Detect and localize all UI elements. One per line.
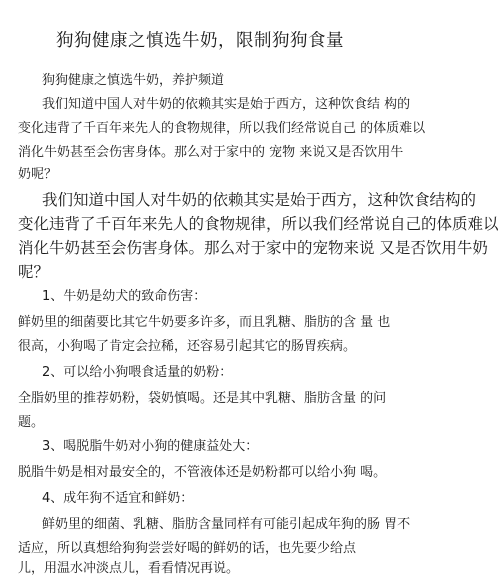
section-4-line-1: 鲜奶里的细菌、乳糖、脂肪含量同样有可能引起成年狗的肠 胃不	[42, 517, 411, 532]
article-subtitle: 狗狗健康之慎选牛奶，养护频道	[42, 73, 225, 88]
section-3-heading: 3、喝脱脂牛奶对小狗的健康益处大：	[42, 439, 259, 454]
section-4-line-2: 适应，所以真想给狗狗尝尝好喝的鲜奶的话，也先要少给点	[18, 541, 357, 556]
article-title: 狗狗健康之慎选牛奶，限制狗狗食量	[56, 31, 344, 51]
paragraph-2-line-3: 消化牛奶甚至会伤害身体。那么对于家中的宠物来说 又是否饮用牛奶	[18, 239, 488, 257]
paragraph-1-line-4: 奶呢？	[18, 167, 58, 182]
paragraph-1-line-2: 变化违背了千百年来先人的食物规律，所以我们经常说自己 的体质难以	[18, 121, 426, 136]
section-2-line-1: 全脂奶里的推荐奶粉，袋奶慎喝。还是其中乳糖、脂肪含量 的问	[18, 391, 387, 406]
section-2-heading: 2、可以给小狗喂食适量的奶粉：	[42, 365, 233, 380]
paragraph-2-line-1: 我们知道中国人对牛奶的依赖其实是始于西方，这种饮食结构的	[42, 191, 477, 209]
section-1-line-2: 很高，小狗喝了肯定会拉稀，还容易引起其它的肠胃疾病。	[18, 339, 357, 354]
paragraph-1-line-3: 消化牛奶甚至会伤害身体。那么对于家中的 宠物 来说又是否饮用牛	[18, 145, 404, 160]
section-2-line-2: 题。	[18, 415, 45, 430]
section-3-line-1: 脱脂牛奶是相对最安全的，不管液体还是奶粉都可以给小狗 喝。	[18, 465, 387, 480]
section-1-line-1: 鲜奶里的细菌要比其它牛奶要多许多，而且乳糖、脂肪的含 量 也	[18, 315, 391, 330]
section-1-heading: 1、牛奶是幼犬的致命伤害：	[42, 289, 207, 304]
section-4-heading: 4、成年狗不适宜和鲜奶：	[42, 491, 194, 506]
paragraph-2-line-4: 呢？	[18, 263, 50, 281]
section-4-line-3: 儿，用温水冲淡点儿，看看情况再说。	[18, 561, 240, 576]
paragraph-2-line-2: 变化违背了千百年来先人的食物规律，所以我们经常说自己的体质难以	[18, 215, 499, 233]
paragraph-1-line-1: 我们知道中国人对牛奶的依赖其实是始于西方，这种饮食结 构的	[42, 97, 411, 112]
